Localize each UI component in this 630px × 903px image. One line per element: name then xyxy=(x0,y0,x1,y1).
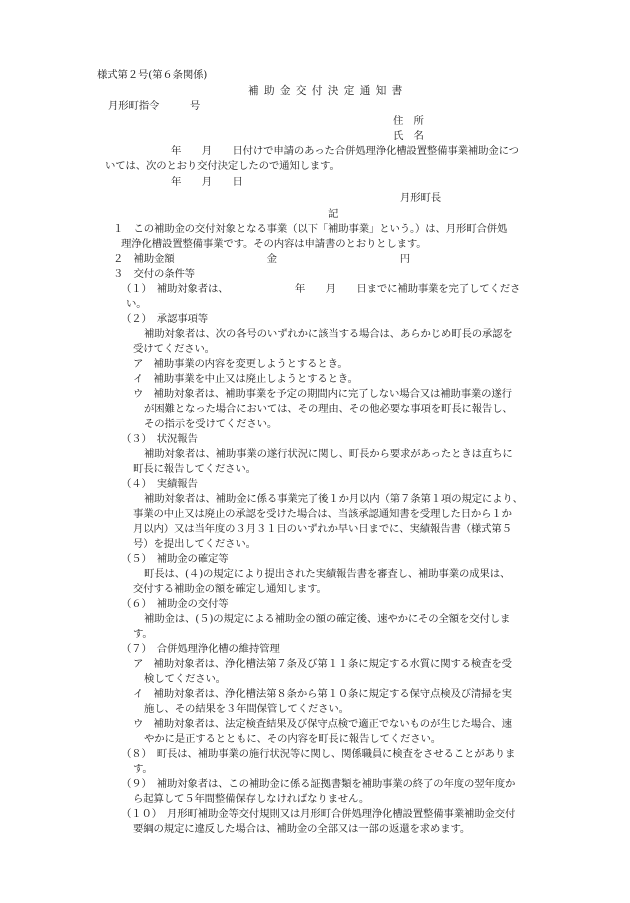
body-line: （７） 合併処理浄化槽の維持管理 xyxy=(121,643,280,655)
body-line: （１０） 月形町補助金等交付規則又は月形町合併処理浄化槽設置整備事業補助金交付 xyxy=(121,808,516,820)
body-line: 事業の中止又は廃止の承認を受けた場合は、当該承認通知書を受理した日から１か xyxy=(133,508,512,520)
body-line: ２ 補助金額 金 円 xyxy=(113,253,410,265)
body-line: 補助対象者は、次の各号のいずれかに該当する場合は、あらかじめ町長の承認を xyxy=(144,328,513,340)
body-line: （９） 補助対象者は、この補助金に係る証拠書類を補助事業の終了の年度の翌年度か xyxy=(121,778,516,790)
body-line: 受けてください。 xyxy=(133,343,215,355)
date-line: 年 月 日 xyxy=(171,176,243,188)
body-line: 交付する補助金の額を確定し通知します。 xyxy=(133,583,327,595)
form-label: 様式第２号(第６条関係) xyxy=(97,69,208,81)
body-line: イ 補助事業を中止又は廃止しようとするとき。 xyxy=(133,373,358,385)
doc-number: 月形町指令 号 xyxy=(108,100,201,112)
intro-line: 年 月 日付けで申請のあった合併処理浄化槽設置整備事業補助金につ xyxy=(171,145,519,157)
body-line: 月以内）又は当年度の３月３１日のいずれか早い日までに、実績報告書（様式第５ xyxy=(133,523,512,535)
body-line: 要綱の規定に違反した場合は、補助金の全部又は一部の返還を求めます。 xyxy=(133,823,471,835)
body-line: す。 xyxy=(133,763,153,775)
body-line: ３ 交付の条件等 xyxy=(113,268,195,280)
body-line: ア 補助事業の内容を変更しようとするとき。 xyxy=(133,358,348,370)
intro-line: いては、次のとおり交付決定したので通知します。 xyxy=(105,160,340,172)
body-line: 号）を提出してください。 xyxy=(133,538,256,550)
body-line: 施し、その結果を３年間保管してください。 xyxy=(144,703,349,715)
body-line: ら起算して５年間整備保存しなければなりません。 xyxy=(133,793,370,805)
body-line: １ この補助金の交付対象となる事業（以下「補助事業」という。）は、月形町合併処 xyxy=(113,223,508,235)
body-line: 理浄化槽設置整備事業です。その内容は申請書のとおりとします。 xyxy=(121,238,427,250)
body-line: ア 補助対象者は、浄化槽法第７条及び第１１条に規定する水質に関する検査を受 xyxy=(133,658,512,670)
body-line: （５） 補助金の確定等 xyxy=(121,553,229,565)
body-line: （１） 補助対象者は、 年 月 日までに補助事業を完了してくださ xyxy=(121,283,521,295)
document-title: 補 助 金 交 付 決 定 通 知 書 xyxy=(248,85,404,97)
body-line: （３） 状況報告 xyxy=(121,433,198,445)
body-line: （２） 承認事項等 xyxy=(121,313,208,325)
body-line: イ 補助対象者は、浄化槽法第８条から第１０条に規定する保守点検及び清掃を実 xyxy=(133,688,512,700)
body-line: 検してください。 xyxy=(144,673,226,685)
body-line: 町長に報告してください。 xyxy=(133,463,256,475)
address-label: 住 所 xyxy=(393,115,424,127)
name-label: 氏 名 xyxy=(393,130,424,142)
body-line: が困難となった場合においては、その理由、その他必要な事項を町長に報告し、 xyxy=(144,403,513,415)
body-line: 補助対象者は、補助事業の遂行状況に関し、町長から要求があったときは直ちに xyxy=(144,448,513,460)
body-line: （６） 補助金の交付等 xyxy=(121,598,229,610)
body-line: す。 xyxy=(133,628,153,640)
ki-heading: 記 xyxy=(328,208,339,220)
body-line: ウ 補助対象者は、法定検査結果及び保守点検で適正でないものが生じた場合、速 xyxy=(133,718,512,730)
body-line: （８） 町長は、補助事業の施行状況等に関し、関係職員に検査をさせることがありま xyxy=(121,748,516,760)
body-line: ウ 補助対象者は、補助事業を予定の期間内に完了しない場合又は補助事業の遂行 xyxy=(133,388,512,400)
body-line: 補助金は、(５)の規定による補助金の額の確定後、速やかにその全額を交付しま xyxy=(144,613,511,625)
issuer: 月形町長 xyxy=(400,192,441,204)
body-line: 補助対象者は、補助金に係る事業完了後１か月以内（第７条第１項の規定により、 xyxy=(144,493,523,505)
body-line: やかに是正するとともに、その内容を町長に報告してください。 xyxy=(144,733,441,745)
body-line: （４） 実績報告 xyxy=(121,478,198,490)
body-line: その指示を受けてください。 xyxy=(144,418,278,430)
body-line: 町長は、(４)の規定により提出された実績報告書を審査し、補助事業の成果は、 xyxy=(144,568,511,580)
body-line: い。 xyxy=(126,298,147,310)
